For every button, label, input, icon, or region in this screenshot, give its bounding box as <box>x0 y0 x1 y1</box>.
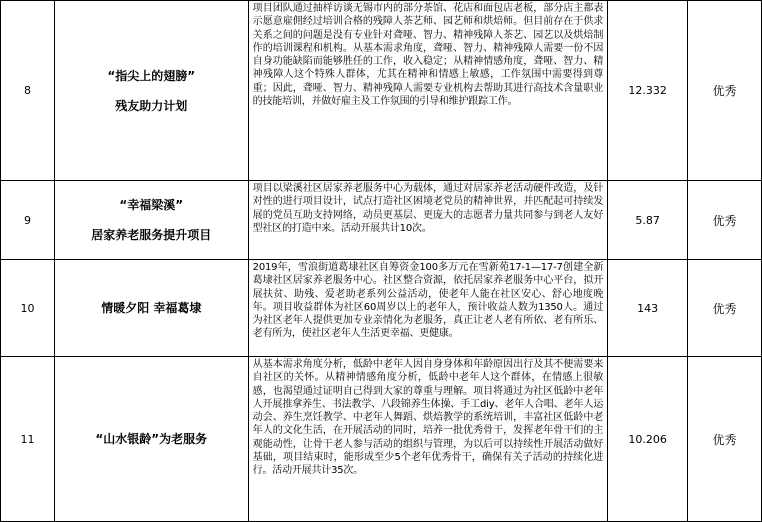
project-score: 10.206 <box>608 357 688 522</box>
project-grade: 优秀 <box>688 181 762 260</box>
table-row <box>1 1 762 181</box>
project-name-line: 残友助力计划 <box>115 98 188 113</box>
project-name-cell <box>54 260 248 357</box>
project-name-line: “幸福梁溪” <box>119 198 184 212</box>
row-number: 9 <box>1 181 55 260</box>
project-grade: 优秀 <box>688 1 762 181</box>
project-grade: 优秀 <box>688 357 762 522</box>
project-score: 143 <box>608 260 688 357</box>
project-name-cell <box>54 1 248 181</box>
table-row <box>1 357 762 522</box>
row-number: 10 <box>1 260 55 357</box>
row-number: 11 <box>1 357 55 522</box>
project-name-line: 居家养老服务提升项目 <box>91 228 212 242</box>
project-name-cell <box>54 181 248 260</box>
project-name-line: “指尖上的翅膀” <box>107 68 196 83</box>
table-row <box>1 181 762 260</box>
project-score: 12.332 <box>608 1 688 181</box>
project-name-cell <box>54 357 248 522</box>
project-description: 2019年，雪浪街道葛埭社区自筹资金100多万元在雪新苑17-1—17-7创建全新葛埭社区居家养老服务中心。社区整合资源，依托居家养老服务中心平台，拟开展扶贫、助残、爱老助老系列公益活动，使老年人能在社区安心、舒心地度晚年。项目收益群体为社区60周岁以上的老年人，预计收益人数为1350人。通过为社区老年人提供更加专业亲情化为老服务，真正让老人老有所依、老有所乐、老有所为，使社区老年人生活更幸福、更健康。 <box>248 260 607 357</box>
project-grade: 优秀 <box>688 260 762 357</box>
table-row <box>1 260 762 357</box>
project-name-line: “山水银龄”为老服务 <box>95 432 208 446</box>
row-number: 8 <box>1 1 55 181</box>
project-score: 5.87 <box>608 181 688 260</box>
project-description: 项目团队通过抽样访谈无锡市内的部分茶馆、花店和面包店老板，部分店主都表示愿意雇佣经过培训合格的残障人茶艺师、园艺师和烘焙师。但目前存在于供求关系之间的问题是没有专业针对聋哑、智力、精神残障人茶艺、园艺以及烘焙制作的培训课程和机构。从基本需求角度，聋哑、智力、精神残障人需要一份不因自身功能缺陷而能够胜任的工作，收入稳定；从精神情感角度，聋哑、智力、精神残障人这个特殊人群体，尤其在精神和情感上敏感，工作氛围中需要得到尊重；因此，聋哑、智力、精神残障人需要专业机构去帮助其进行高技术含量职业的技能培训，并做好雇主及工作氛围的引导和维护跟踪工作。 <box>248 1 607 181</box>
project-name-line: 情暖夕阳 幸福葛埭 <box>101 301 202 315</box>
project-description: 从基本需求角度分析，低龄中老年人因自身身体和年龄原因出行及其不便需要来自社区的关怀。从精神情感角度分析，低龄中老年人这个群体，在情感上很敏感，也渴望通过证明自己得到大家的尊重与理解。项目将通过为社区低龄中老年人开展推拿养生、书法教学、八段锦养生体操、手工diy、老年人合唱、老年人运动会、养生烹饪教学、中老年人舞蹈、烘焙教学的系统培训，丰富社区低龄中老年人的文化生活，在开展活动的同时，培养一批优秀骨干，发挥老年骨干们的主观能动性，让骨干老人参与活动的组织与管理，为以后可以持续性开展活动做好基础，项目结束时，能形成至少5个老年优秀骨干，确保有关子活动的持续化进行。活动开展共计35次。 <box>248 357 607 522</box>
project-description: 项目以梁溪社区居家养老服务中心为载体，通过对居家养老活动硬件改造，及针对性的进行项目设计，试点打造社区困境老党员的精神世界，并匹配起可持续发展的党员互助支持网络，动员更基层、更庞大的志愿者力量共同参与到老人友好型社区的打造中来。活动开展共计10次。 <box>248 181 607 260</box>
